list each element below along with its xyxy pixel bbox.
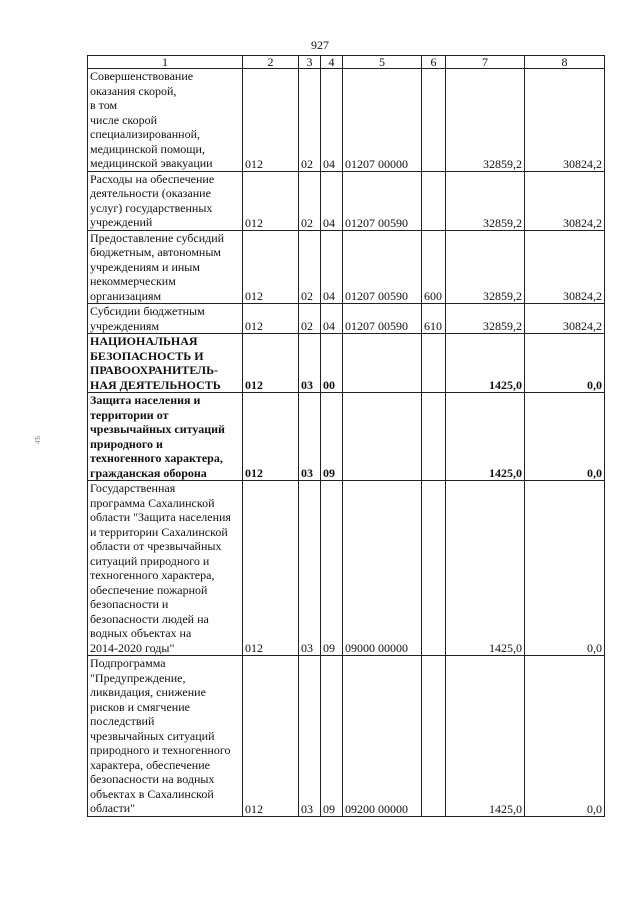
amount-cell: 32859,2 (446, 230, 525, 304)
item-name-line: числе скорой (90, 112, 158, 127)
item-name-line: 2014-2020 годы" (90, 640, 175, 655)
item-name-line: организациям (90, 288, 162, 303)
section-cell: 02 (299, 304, 321, 334)
subsection-cell: 09 (321, 656, 343, 817)
item-name-line: ПРАВООХРАНИТЕЛЬ- (90, 363, 219, 377)
item-name-cell (88, 171, 243, 230)
expense-type-cell: 600 (422, 230, 446, 304)
amount-cell: 32859,2 (446, 171, 525, 230)
column-header: 3 (299, 56, 321, 69)
item-name-line: территории от (90, 407, 169, 422)
item-name-line: НАЦИОНАЛЬНАЯ (90, 334, 198, 348)
item-name-line: Совершенствование (90, 69, 194, 83)
item-name-line: оказания скорой, (90, 83, 177, 98)
expense-type-cell (422, 481, 446, 656)
item-name-line: области" (90, 801, 136, 815)
item-name-line: ситуаций природного и (90, 553, 210, 568)
item-name-line: бюджетным, автономным (90, 245, 221, 259)
expense-type-cell: 610 (422, 304, 446, 334)
item-name-line: некоммерческим (90, 274, 176, 288)
amount-cell: 1425,0 (446, 656, 525, 817)
item-name-line: Подпрограмма (90, 656, 166, 670)
section-cell: 03 (299, 393, 321, 481)
item-name-line: специализированной, (90, 127, 201, 141)
admin-code-cell: 012 (243, 334, 299, 393)
column-header: 1 (88, 56, 243, 69)
item-name-line: учреждениям и иным (90, 259, 200, 274)
item-name-line: безопасности людей на (90, 611, 209, 626)
item-name-line: программа Сахалинской (90, 495, 215, 510)
item-name-cell (88, 656, 243, 817)
item-name-line: Расходы на обеспечение (90, 171, 215, 186)
item-name-line: гражданская оборона (90, 465, 207, 480)
item-name-cell (88, 230, 243, 304)
item-name-line: рисков и смягчение (90, 699, 190, 714)
amount-cell: 0,0 (525, 656, 605, 817)
column-header: 6 (422, 56, 446, 69)
item-name-line: объектах в Сахалинской (90, 786, 214, 801)
target-article-cell: 09200 00000 (343, 656, 422, 817)
item-name-line: обеспечение пожарной (90, 582, 208, 597)
table-body (88, 69, 605, 817)
column-header: 4 (321, 56, 343, 69)
column-header: 2 (243, 56, 299, 69)
expense-type-cell (422, 334, 446, 393)
item-name-cell (88, 481, 243, 656)
item-name-line: техногенного характера, (90, 451, 223, 465)
table-row (88, 656, 605, 817)
item-name-line: и территории Сахалинской (90, 524, 228, 539)
column-number-row (88, 56, 605, 69)
target-article-cell: 01207 00590 (343, 304, 422, 334)
admin-code-cell: 012 (243, 230, 299, 304)
amount-cell: 30824,2 (525, 69, 605, 172)
item-name-line: последствий (90, 714, 155, 728)
section-cell: 03 (299, 334, 321, 393)
section-cell: 03 (299, 481, 321, 656)
admin-code-cell: 012 (243, 69, 299, 172)
item-name-line: учреждениям (90, 318, 160, 333)
target-article-cell: 09000 00000 (343, 481, 422, 656)
admin-code-cell: 012 (243, 304, 299, 334)
item-name-line: природного и (90, 436, 163, 451)
item-name-line: техногенного характера, (90, 568, 215, 582)
amount-cell: 32859,2 (446, 304, 525, 334)
amount-cell: 32859,2 (446, 69, 525, 172)
item-name-line: услуг) государственных (90, 200, 213, 215)
subsection-cell: 04 (321, 230, 343, 304)
target-article-cell (343, 393, 422, 481)
subsection-cell: 04 (321, 304, 343, 334)
item-name-line: Государственная (90, 481, 176, 495)
target-article-cell (343, 334, 422, 393)
page-number: 927 (311, 38, 329, 52)
item-name-line: НАЯ ДЕЯТЕЛЬНОСТЬ (90, 377, 221, 392)
item-name-line: характера, обеспечение (90, 757, 210, 772)
item-name-line: в том (90, 98, 118, 112)
amount-cell: 30824,2 (525, 304, 605, 334)
amount-cell: 0,0 (525, 393, 605, 481)
admin-code-cell: 012 (243, 393, 299, 481)
item-name-line: Субсидии бюджетным (90, 304, 205, 318)
item-name-line: области "Защита населения (90, 510, 231, 524)
section-cell: 02 (299, 171, 321, 230)
expense-type-cell (422, 69, 446, 172)
column-header: 5 (343, 56, 422, 69)
expense-type-cell (422, 393, 446, 481)
item-name-line: учреждений (90, 215, 153, 229)
amount-cell: 30824,2 (525, 171, 605, 230)
expense-type-cell (422, 171, 446, 230)
table-row (88, 304, 605, 334)
amount-cell: 1425,0 (446, 481, 525, 656)
item-name-line: Предоставление субсидий (90, 230, 225, 245)
amount-cell: 0,0 (525, 481, 605, 656)
budget-table (87, 55, 605, 817)
admin-code-cell: 012 (243, 656, 299, 817)
item-name-line: водных объектах на (90, 626, 192, 640)
item-name-line: безопасности на водных (90, 772, 215, 786)
item-name-line: чрезвычайных ситуаций (90, 422, 225, 436)
item-name-cell (88, 393, 243, 481)
item-name-line: безопасности и (90, 597, 169, 611)
section-cell: 02 (299, 230, 321, 304)
table-row (88, 230, 605, 304)
scan-mark: 4Ѣ (34, 435, 43, 445)
table-row (88, 481, 605, 656)
item-name-line: медицинской помощи, (90, 141, 205, 156)
item-name-line: природного и техногенного (90, 743, 231, 757)
item-name-line: деятельности (оказание (90, 186, 211, 200)
target-article-cell: 01207 00590 (343, 230, 422, 304)
item-name-cell (88, 69, 243, 172)
amount-cell: 0,0 (525, 334, 605, 393)
item-name-line: Защита населения и (90, 393, 201, 407)
item-name-line: "Предупреждение, (90, 670, 186, 685)
expense-type-cell (422, 656, 446, 817)
subsection-cell: 09 (321, 481, 343, 656)
item-name-line: чрезвычайных ситуаций (90, 728, 215, 743)
table-row (88, 171, 605, 230)
admin-code-cell: 012 (243, 171, 299, 230)
table-row (88, 393, 605, 481)
column-header: 7 (446, 56, 525, 69)
subsection-cell: 04 (321, 171, 343, 230)
column-header: 8 (525, 56, 605, 69)
section-cell: 02 (299, 69, 321, 172)
section-cell: 03 (299, 656, 321, 817)
table-row (88, 334, 605, 393)
amount-cell: 30824,2 (525, 230, 605, 304)
target-article-cell: 01207 00000 (343, 69, 422, 172)
subsection-cell: 09 (321, 393, 343, 481)
subsection-cell: 00 (321, 334, 343, 393)
table-row (88, 69, 605, 172)
subsection-cell: 04 (321, 69, 343, 172)
item-name-line: медицинской эвакуации (90, 156, 213, 170)
item-name-line: области от чрезвычайных (90, 539, 222, 553)
amount-cell: 1425,0 (446, 334, 525, 393)
item-name-cell (88, 334, 243, 393)
amount-cell: 1425,0 (446, 393, 525, 481)
item-name-cell (88, 304, 243, 334)
admin-code-cell: 012 (243, 481, 299, 656)
item-name-line: БЕЗОПАСНОСТЬ И (90, 348, 204, 363)
item-name-line: ликвидация, снижение (90, 685, 206, 699)
target-article-cell: 01207 00590 (343, 171, 422, 230)
